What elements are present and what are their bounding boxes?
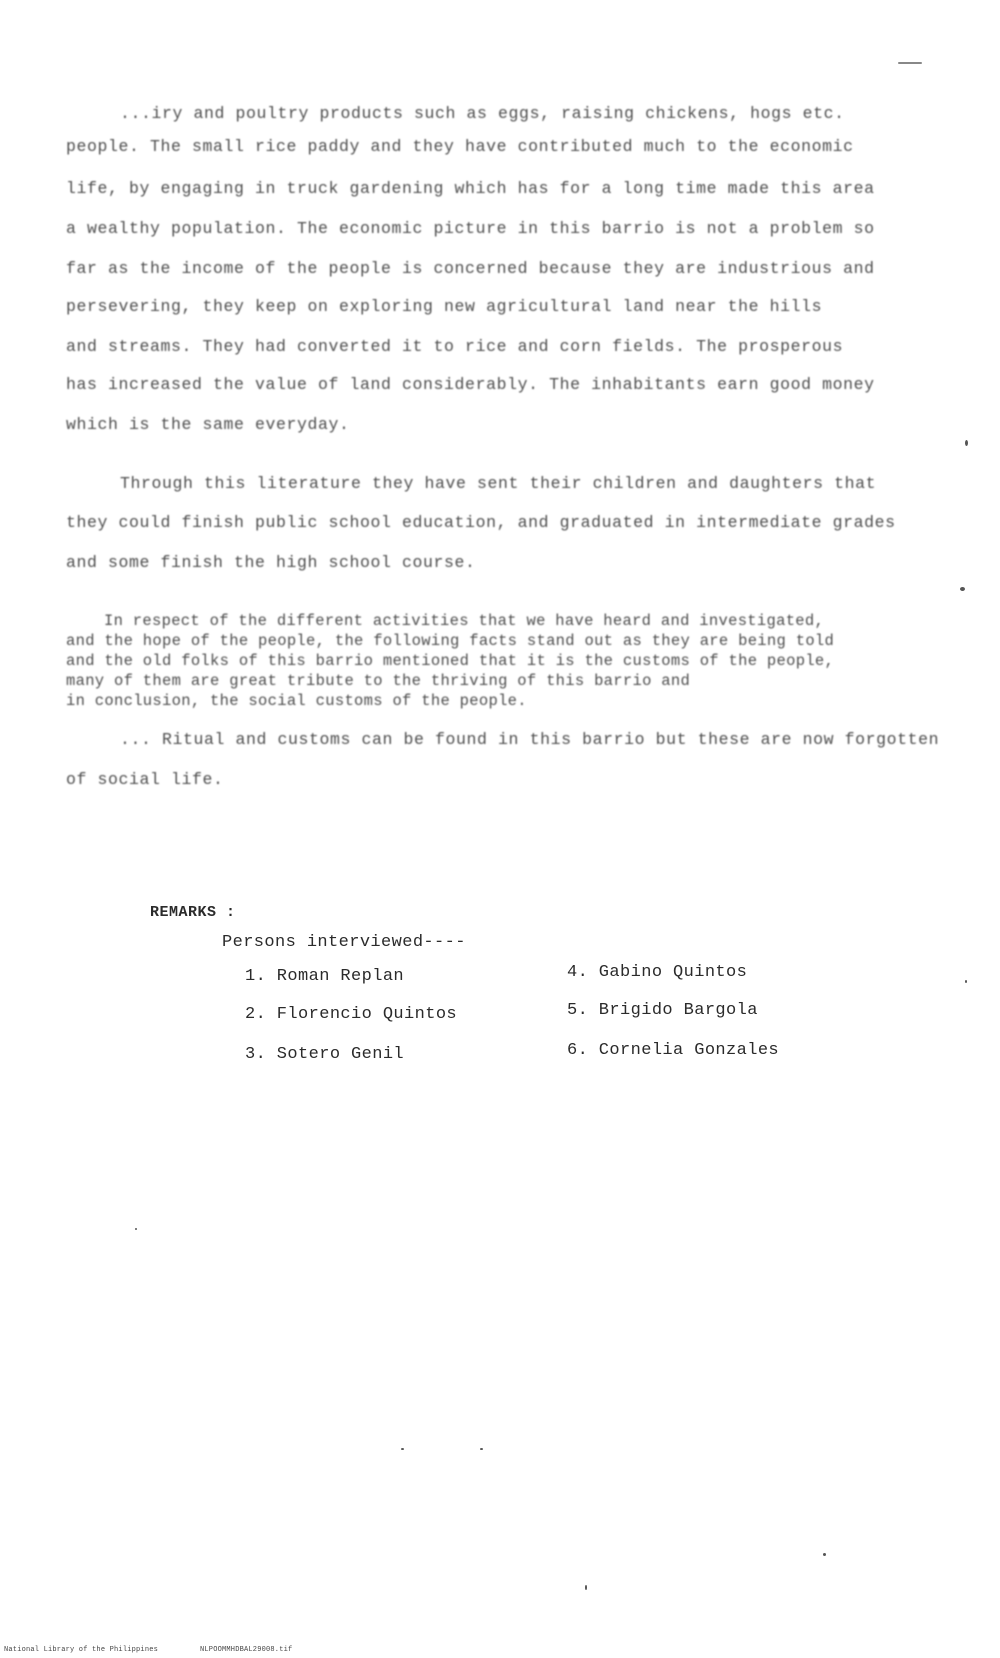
person-6: 6. Cornelia Gonzales (567, 1041, 780, 1060)
paragraph-4-line-1: ... Ritual and customs can be found in this barrio but these are now forgotten (120, 730, 940, 749)
paragraph-1-line-8: has increased the value of land considerably. The inhabitants earn good money (66, 375, 875, 394)
paragraph-3-line-2: and the hope of the people, the following facts stand out as they are being told (66, 632, 835, 650)
scan-speck (401, 1448, 404, 1450)
scan-speck (960, 587, 965, 591)
scan-speck (135, 1228, 137, 1230)
paragraph-1-line-1: ...iry and poultry products such as eggs, raising chickens, hogs etc. (120, 104, 845, 123)
scan-speck (965, 440, 968, 446)
paragraph-3-line-1: In respect of the different activities that we have heard and investigated, (104, 612, 825, 630)
scan-speck (965, 980, 967, 983)
remarks-label: REMARKS : (150, 904, 236, 921)
scan-speck (898, 62, 922, 64)
paragraph-1-line-2: people. The small rice paddy and they have contributed much to the economic (66, 137, 854, 156)
paragraph-1-line-9: which is the same everyday. (66, 415, 350, 434)
paragraph-1-line-3: life, by engaging in truck gardening which has for a long time made this area (66, 179, 875, 198)
scan-speck (585, 1585, 587, 1590)
paragraph-4-line-2: of social life. (66, 770, 224, 789)
footer-file-name: NLPOOMMHDBAL29008.tif (200, 1646, 293, 1654)
person-5: 5. Brigido Bargola (567, 1001, 758, 1020)
person-4: 4. Gabino Quintos (567, 963, 748, 982)
scan-speck (823, 1553, 826, 1556)
paragraph-2-line-2: they could finish public school education, and graduated in intermediate grades (66, 513, 896, 532)
scan-speck (480, 1448, 483, 1450)
persons-interviewed-heading: Persons interviewed---- (222, 933, 466, 952)
footer-library-name: National Library of the Philippines (4, 1646, 159, 1654)
paragraph-3-line-4: many of them are great tribute to the thriving of this barrio and (66, 672, 691, 690)
person-2: 2. Florencio Quintos (245, 1005, 458, 1024)
paragraph-1-line-7: and streams. They had converted it to rice and corn fields. The prosperous (66, 337, 844, 356)
paragraph-2-line-1: Through this literature they have sent their children and daughters that (120, 474, 877, 493)
paragraph-1-line-4: a wealthy population. The economic picture in this barrio is not a problem so (66, 219, 875, 238)
paragraph-1-line-6: persevering, they keep on exploring new agricultural land near the hills (66, 297, 823, 316)
paragraph-1-line-5: far as the income of the people is concerned because they are industrious and (66, 259, 875, 278)
paragraph-3-line-3: and the old folks of this barrio mentioned that it is the customs of the people, (66, 652, 835, 670)
person-3: 3. Sotero Genil (245, 1045, 405, 1064)
paragraph-2-line-3: and some finish the high school course. (66, 553, 476, 572)
person-1: 1. Roman Replan (245, 967, 405, 986)
paragraph-3-line-5: in conclusion, the social customs of the people. (66, 692, 527, 710)
